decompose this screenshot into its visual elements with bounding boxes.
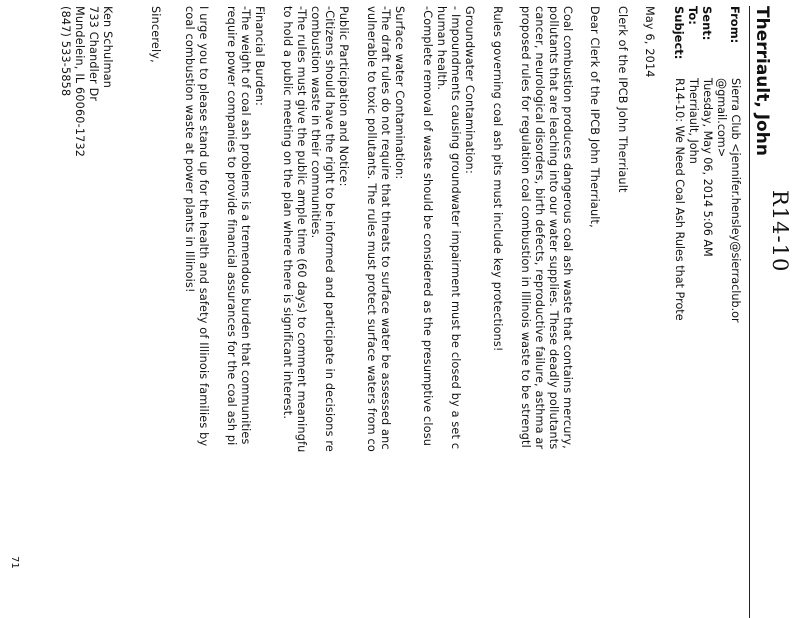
signer-name: Ken Schulman	[101, 6, 114, 89]
salutation: Dear Clerk of the IPCB John Therriault,	[588, 6, 601, 228]
signer-city: Mundelein, IL 60060-1732	[73, 6, 86, 158]
header-value-to: Therriault, John	[687, 78, 700, 164]
body-line: -The weight of coal ash problems is a tremendous burden that communities	[239, 6, 252, 445]
body-line: to hold a public meeting on the plan where there is significant interest.	[281, 6, 294, 420]
header-label-sent: Sent:	[700, 6, 714, 41]
body-line: -Complete removal of waste should be considered as the presumptive closu	[421, 6, 434, 447]
body-line: Coal combustion produces dangerous coal ash waste that contains mercury,	[561, 6, 574, 449]
body-line: - Impoundments causing groundwater impairment must be closed by a set c	[449, 6, 462, 450]
docket-reference: R14-10	[768, 190, 792, 273]
sender-name-heading: Therriault, John	[752, 6, 772, 156]
closing: Sincerely,	[149, 6, 162, 63]
body-line: combustion waste in their communities.	[309, 6, 322, 239]
body-line: vulnerable to toxic pollutants. The rules must protect surface waters from co	[365, 6, 378, 452]
letter-date: May 6, 2014	[643, 6, 656, 78]
header-label-from: From:	[728, 6, 742, 44]
body-line: -Citizens should have the right to be informed and participate in decisions re	[323, 6, 336, 453]
body-line: human health.	[435, 6, 448, 91]
signer-phone: (847) 533-5858	[59, 6, 72, 97]
body-line: -The rules must give the public ample time (60 days) to comment meaningfu	[295, 6, 308, 453]
section-heading-groundwater: Groundwater Contamination:	[463, 6, 476, 174]
section-heading-surface-water: Surface water Contamination:	[393, 6, 406, 180]
body-line: -The draft rules do not require that threats to surface water be assessed anc	[379, 6, 392, 450]
header-value-subject: R14-10: We Need Coal Ash Rules that Prote	[673, 78, 686, 321]
body-line: require power companies to provide financial assurances for the coal ash pi	[225, 6, 238, 446]
header-label-to: To:	[686, 6, 700, 25]
header-divider	[749, 6, 750, 618]
body-line: I urge you to please stand up for the health and safety of Illinois families by	[197, 6, 210, 447]
header-label-subject: Subject:	[672, 6, 686, 60]
signer-street: 733 Chandler Dr	[87, 6, 100, 102]
body-line: Rules governing coal ash pits must include key protections!	[491, 6, 504, 352]
body-line: pollutants that are leaching into our water supplies. These deadly pollutants	[547, 6, 560, 450]
body-line: coal combustion waste at power plants in Illinois!	[183, 6, 196, 293]
body-line: cancer, neurological disorders, birth defects, reproductive failure, asthma ar	[533, 6, 546, 450]
body-line: proposed rules for regulation coal combustion in Illinois waste to be strengtl	[519, 6, 532, 448]
section-heading-public-participation: Public Participation and Notice:	[337, 6, 350, 187]
header-value-sent: Tuesday, May 06, 2014 5:06 AM	[701, 78, 714, 257]
recipient-line: Clerk of the IPCB John Therriault	[616, 6, 629, 193]
section-heading-financial-burden: Financial Burden:	[253, 6, 266, 106]
header-value-from: Sierra Club <jennifer.hensley@sierraclub.or	[729, 78, 742, 323]
page-number: 71	[9, 556, 20, 569]
header-value-from-cont: @gmail.com>	[715, 78, 728, 158]
